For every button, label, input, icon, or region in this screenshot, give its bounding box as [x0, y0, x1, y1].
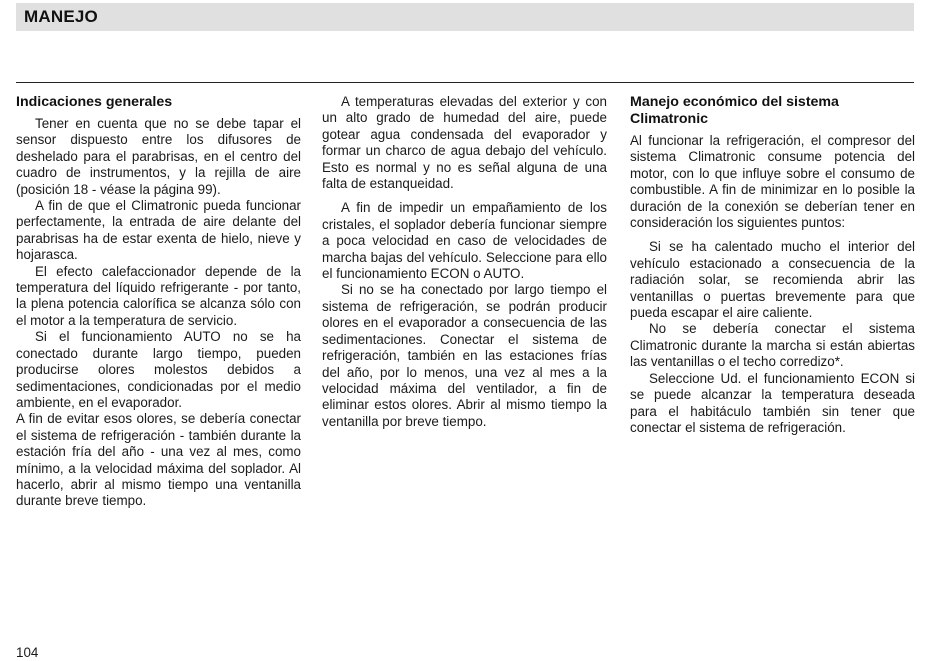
column-3 — [630, 94, 915, 436]
column-2 — [322, 94, 607, 430]
paragraph: Seleccione Ud. el funcionamiento ECON si se puede alcanzar la temperatura deseada para el habitáculo también sin tener que conectar el sistema de refrigeración. — [630, 370, 915, 435]
paragraph: El efecto calefaccionador depende de la temperatura del líquido refrigerante - por tanto, la plena potencia calorífica se alcanza sólo con el motor a la temperatura de servicio. — [16, 263, 301, 328]
paragraph: No se debería conectar el sistema Climatronic durante la marcha si están abiertas las ventanillas o el techo corredizo*. — [630, 321, 915, 370]
paragraph: Si el funcionamiento AUTO no se ha conectado durante largo tiempo, pueden producirse olores molestos debidos a sedimentaciones, condicionadas por el medio ambiente, en el evaporador. — [16, 329, 301, 410]
heading-general-indications: Indicaciones generales — [16, 94, 173, 110]
paragraph: A fin de evitar esos olores, se debería conectar el sistema de refrigeración - también durante la estación fría del año - una vez al mes, como mínimo, a la velocidad máxima del soplador. Al hacerlo, abrir al mismo tiempo una ventanilla durante breve tiempo. — [16, 411, 301, 509]
paragraph: Si se ha calentado mucho el interior del vehículo estacionado a consecuencia de la radiación solar, se recomienda abrir las ventanillas o puertas brevemente para que pueda escapar el aire caliente. — [630, 239, 915, 321]
heading-economic-operation: Manejo económico del sistema Climatronic — [630, 94, 839, 127]
header-divider — [16, 82, 914, 83]
paragraph: A fin de que el Climatronic pueda funcionar perfectamente, la entrada de aire delante del parabrisas ha de estar exenta de hielo, nieve y hojarasca. — [16, 198, 301, 263]
column-1 — [16, 94, 301, 510]
paragraph: A fin de impedir un empañamiento de los cristales, el soplador debería funcionar siempre a poca velocidad en caso de velocidades de marcha bajas del vehículo. Seleccione para ello el funcionamiento ECON o AUTO. — [322, 200, 607, 282]
paragraph: Al funcionar la refrigeración, el compresor del sistema Climatronic consume potencia del motor, con lo que influye sobre el consumo de combustible. A fin de minimizar en lo posible la duración de la conexión se deberían tener en consideración los siguientes puntos: — [630, 133, 915, 231]
section-title: MANEJO — [24, 7, 98, 26]
paragraph: Si no se ha conectado por largo tiempo el sistema de refrigeración, se podrán producir olores en el evaporador a consecuencia de las sedimentaciones. Conectar el sistema de refrigeración, también en las estaciones frías del año, por lo menos, una vez al mes a la velocidad máxima del ventilador, a fin de eliminar estos olores. Abrir al mismo tiempo la ventanilla por breve tiempo. — [322, 282, 607, 429]
paragraph: A temperaturas elevadas del exterior y con un alto grado de humedad del aire, puede gotear agua condensada del evaporador y formar un charco de agua debajo del vehículo. Esto es normal y no es señal alguna de una falta de estanqueidad. — [322, 94, 607, 192]
page-number: 104 — [16, 645, 39, 660]
paragraph: Tener en cuenta que no se debe tapar el sensor dispuesto entre los difusores de deshelado para el parabrisas, en el centro del cuadro de instrumentos, y la rejilla de aire (posición 18 - véase la página 99). — [16, 116, 301, 197]
section-header-bar — [16, 3, 914, 31]
